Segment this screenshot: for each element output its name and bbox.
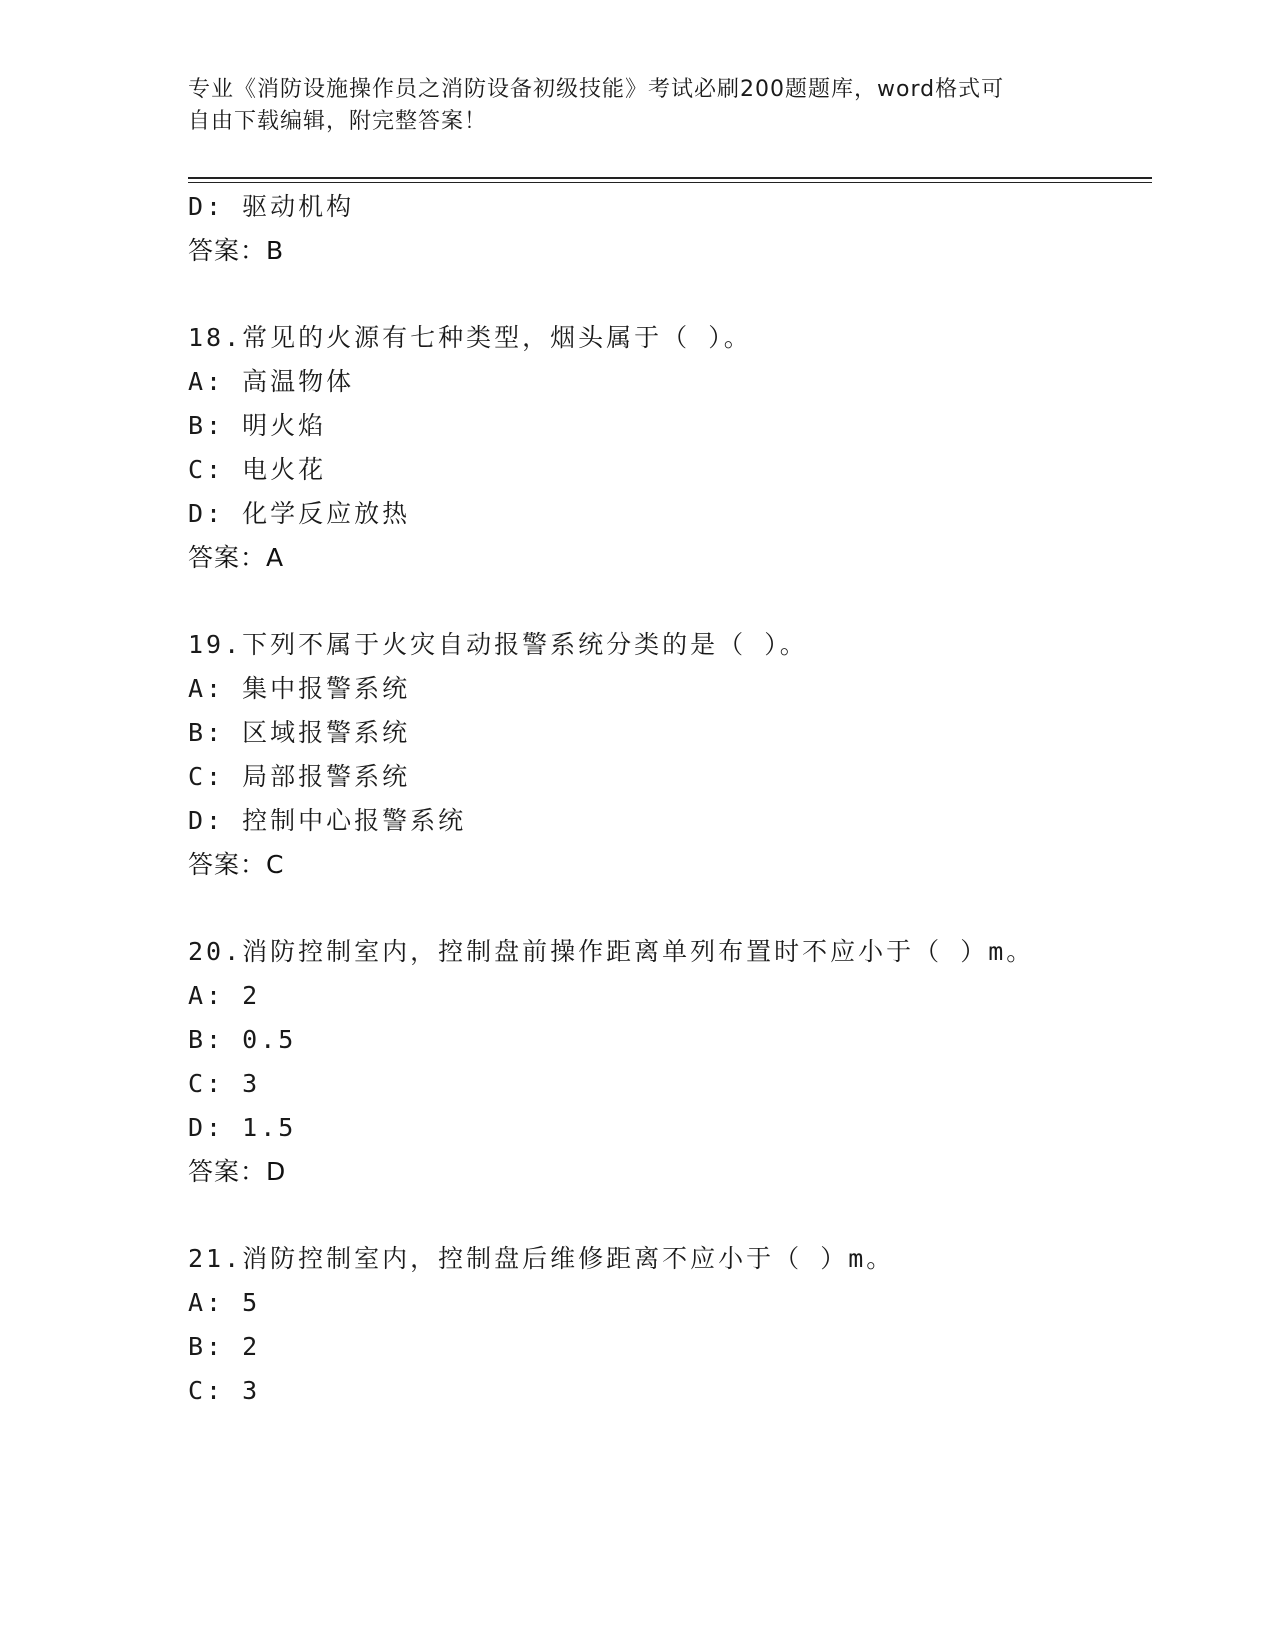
- q17-option-d: D: 驱动机构: [188, 192, 355, 221]
- header-divider-thick: [188, 177, 1152, 179]
- q19-answer: 答案：C: [188, 850, 285, 879]
- q19-option-d: D: 控制中心报警系统: [188, 806, 467, 835]
- q21-option-b: B: 2: [188, 1332, 261, 1361]
- q17-answer: 答案：B: [188, 236, 285, 265]
- q18-question: 18.常见的火源有七种类型，烟头属于（ ）。: [188, 323, 752, 352]
- q18-option-a: A: 高温物体: [188, 367, 355, 396]
- document-header: [188, 74, 1088, 138]
- q18-option-d: D: 化学反应放热: [188, 499, 411, 528]
- q20-option-c: C: 3: [188, 1069, 261, 1098]
- header-divider-thin: [188, 182, 1152, 183]
- q19-option-a: A: 集中报警系统: [188, 674, 411, 703]
- q20-option-a: A: 2: [188, 981, 261, 1010]
- q20-answer: 答案：D: [188, 1157, 287, 1186]
- q19-option-c: C: 局部报警系统: [188, 762, 411, 791]
- q18-option-c: C: 电火花: [188, 455, 327, 484]
- q18-answer: 答案：A: [188, 543, 285, 572]
- q21-question: 21.消防控制室内，控制盘后维修距离不应小于（ ）m。: [188, 1244, 895, 1273]
- header-line-1: 专业《消防设施操作员之消防设备初级技能》考试必刷200题题库，word格式可: [188, 77, 1005, 102]
- q21-option-c: C: 3: [188, 1376, 261, 1405]
- q19-question: 19.下列不属于火灾自动报警系统分类的是（ ）。: [188, 630, 808, 659]
- q20-question: 20.消防控制室内，控制盘前操作距离单列布置时不应小于（ ）m。: [188, 937, 1035, 966]
- q21-option-a: A: 5: [188, 1288, 261, 1317]
- q20-option-b: B: 0.5: [188, 1025, 297, 1054]
- header-line-2: 自由下载编辑，附完整答案！: [188, 109, 488, 134]
- q18-option-b: B: 明火焰: [188, 411, 327, 440]
- q19-option-b: B: 区域报警系统: [188, 718, 411, 747]
- q20-option-d: D: 1.5: [188, 1113, 297, 1142]
